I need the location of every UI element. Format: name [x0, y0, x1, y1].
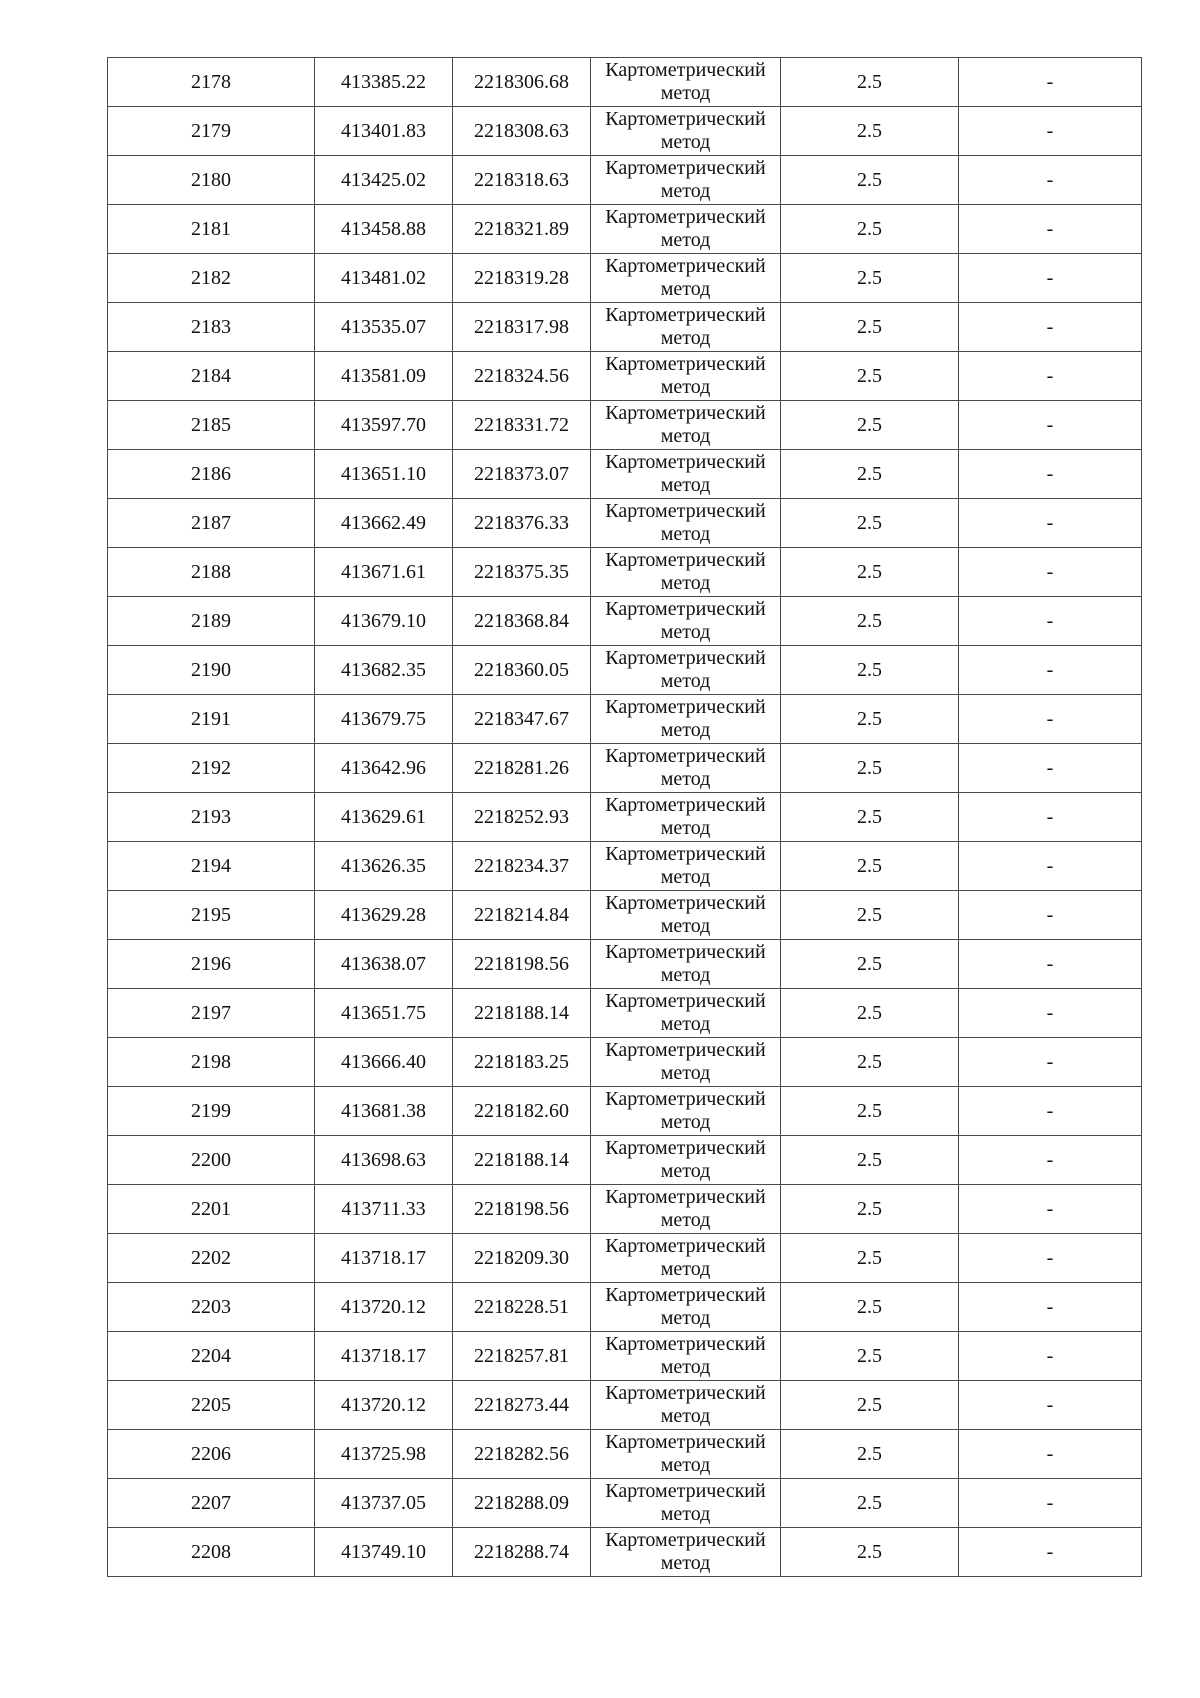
method-line-2: метод [660, 621, 711, 643]
method-cell [591, 1185, 781, 1234]
method-line-2: метод [660, 278, 711, 300]
method-line-1: Картометрический [605, 696, 766, 718]
method-cell [591, 1479, 781, 1528]
method-line-1: Картометрический [605, 157, 766, 179]
x-coordinate-cell: 413679.10 [315, 597, 453, 646]
note-cell: - [959, 1528, 1142, 1577]
table-row [108, 1038, 1142, 1087]
accuracy-cell: 2.5 [781, 1136, 959, 1185]
y-coordinate-cell: 2218319.28 [453, 254, 591, 303]
method-cell [591, 499, 781, 548]
table-row [108, 58, 1142, 107]
table-row [108, 1479, 1142, 1528]
note-cell: - [959, 548, 1142, 597]
note-cell: - [959, 156, 1142, 205]
table-row [108, 989, 1142, 1038]
x-coordinate-cell: 413651.10 [315, 450, 453, 499]
table-row [108, 940, 1142, 989]
method-line-1: Картометрический [605, 451, 766, 473]
note-cell: - [959, 842, 1142, 891]
method-line-1: Картометрический [605, 1235, 766, 1257]
point-number-cell: 2204 [108, 1332, 315, 1381]
y-coordinate-cell: 2218252.93 [453, 793, 591, 842]
point-number-cell: 2199 [108, 1087, 315, 1136]
note-cell: - [959, 205, 1142, 254]
table-row [108, 891, 1142, 940]
y-coordinate-cell: 2218273.44 [453, 1381, 591, 1430]
note-cell: - [959, 597, 1142, 646]
note-cell: - [959, 254, 1142, 303]
point-number-cell: 2178 [108, 58, 315, 107]
x-coordinate-cell: 413737.05 [315, 1479, 453, 1528]
accuracy-cell: 2.5 [781, 1381, 959, 1430]
method-line-2: метод [660, 327, 711, 349]
accuracy-cell: 2.5 [781, 1283, 959, 1332]
table-row [108, 352, 1142, 401]
x-coordinate-cell: 413626.35 [315, 842, 453, 891]
x-coordinate-cell: 413725.98 [315, 1430, 453, 1479]
method-line-1: Картометрический [605, 1186, 766, 1208]
note-cell: - [959, 450, 1142, 499]
method-cell [591, 1283, 781, 1332]
method-line-2: метод [660, 964, 711, 986]
method-cell [591, 1381, 781, 1430]
method-line-1: Картометрический [605, 1382, 766, 1404]
x-coordinate-cell: 413651.75 [315, 989, 453, 1038]
x-coordinate-cell: 413682.35 [315, 646, 453, 695]
note-cell: - [959, 940, 1142, 989]
accuracy-cell: 2.5 [781, 548, 959, 597]
note-cell: - [959, 499, 1142, 548]
y-coordinate-cell: 2218321.89 [453, 205, 591, 254]
note-cell: - [959, 1283, 1142, 1332]
table-row [108, 107, 1142, 156]
method-line-1: Картометрический [605, 1431, 766, 1453]
accuracy-cell: 2.5 [781, 107, 959, 156]
method-line-1: Картометрический [605, 304, 766, 326]
method-line-1: Картометрический [605, 206, 766, 228]
y-coordinate-cell: 2218317.98 [453, 303, 591, 352]
x-coordinate-cell: 413597.70 [315, 401, 453, 450]
point-number-cell: 2183 [108, 303, 315, 352]
accuracy-cell: 2.5 [781, 1528, 959, 1577]
point-number-cell: 2180 [108, 156, 315, 205]
accuracy-cell: 2.5 [781, 1479, 959, 1528]
table-row [108, 744, 1142, 793]
method-line-2: метод [660, 817, 711, 839]
table-row [108, 499, 1142, 548]
accuracy-cell: 2.5 [781, 695, 959, 744]
coordinates-table-body [108, 58, 1142, 1577]
note-cell: - [959, 352, 1142, 401]
x-coordinate-cell: 413698.63 [315, 1136, 453, 1185]
table-row [108, 205, 1142, 254]
point-number-cell: 2202 [108, 1234, 315, 1283]
accuracy-cell: 2.5 [781, 646, 959, 695]
point-number-cell: 2201 [108, 1185, 315, 1234]
point-number-cell: 2190 [108, 646, 315, 695]
y-coordinate-cell: 2218198.56 [453, 940, 591, 989]
accuracy-cell: 2.5 [781, 793, 959, 842]
point-number-cell: 2200 [108, 1136, 315, 1185]
accuracy-cell: 2.5 [781, 1234, 959, 1283]
method-line-2: метод [660, 131, 711, 153]
y-coordinate-cell: 2218368.84 [453, 597, 591, 646]
y-coordinate-cell: 2218347.67 [453, 695, 591, 744]
method-line-2: метод [660, 1258, 711, 1280]
method-cell [591, 401, 781, 450]
point-number-cell: 2185 [108, 401, 315, 450]
method-line-1: Картометрический [605, 500, 766, 522]
note-cell: - [959, 744, 1142, 793]
table-row [108, 1087, 1142, 1136]
table-row [108, 646, 1142, 695]
method-cell [591, 1430, 781, 1479]
method-line-2: метод [660, 425, 711, 447]
x-coordinate-cell: 413681.38 [315, 1087, 453, 1136]
y-coordinate-cell: 2218182.60 [453, 1087, 591, 1136]
method-line-2: метод [660, 1405, 711, 1427]
method-cell [591, 695, 781, 744]
note-cell: - [959, 401, 1142, 450]
x-coordinate-cell: 413385.22 [315, 58, 453, 107]
note-cell: - [959, 303, 1142, 352]
accuracy-cell: 2.5 [781, 842, 959, 891]
table-row [108, 548, 1142, 597]
note-cell: - [959, 1430, 1142, 1479]
x-coordinate-cell: 413749.10 [315, 1528, 453, 1577]
accuracy-cell: 2.5 [781, 1430, 959, 1479]
method-line-2: метод [660, 1503, 711, 1525]
method-cell [591, 597, 781, 646]
x-coordinate-cell: 413638.07 [315, 940, 453, 989]
accuracy-cell: 2.5 [781, 352, 959, 401]
method-line-1: Картометрический [605, 941, 766, 963]
accuracy-cell: 2.5 [781, 989, 959, 1038]
method-line-1: Картометрический [605, 549, 766, 571]
point-number-cell: 2184 [108, 352, 315, 401]
note-cell: - [959, 1087, 1142, 1136]
method-cell [591, 107, 781, 156]
x-coordinate-cell: 413535.07 [315, 303, 453, 352]
accuracy-cell: 2.5 [781, 401, 959, 450]
table-row [108, 597, 1142, 646]
method-line-2: метод [660, 1307, 711, 1329]
accuracy-cell: 2.5 [781, 156, 959, 205]
x-coordinate-cell: 413629.61 [315, 793, 453, 842]
x-coordinate-cell: 413458.88 [315, 205, 453, 254]
table-row [108, 1430, 1142, 1479]
method-cell [591, 254, 781, 303]
method-cell [591, 1234, 781, 1283]
point-number-cell: 2207 [108, 1479, 315, 1528]
table-row [108, 1381, 1142, 1430]
method-line-2: метод [660, 670, 711, 692]
method-line-1: Картометрический [605, 255, 766, 277]
accuracy-cell: 2.5 [781, 499, 959, 548]
y-coordinate-cell: 2218331.72 [453, 401, 591, 450]
x-coordinate-cell: 413718.17 [315, 1332, 453, 1381]
method-line-1: Картометрический [605, 402, 766, 424]
point-number-cell: 2194 [108, 842, 315, 891]
method-line-2: метод [660, 229, 711, 251]
method-line-2: метод [660, 1062, 711, 1084]
table-row [108, 1332, 1142, 1381]
method-cell [591, 793, 781, 842]
x-coordinate-cell: 413425.02 [315, 156, 453, 205]
y-coordinate-cell: 2218306.68 [453, 58, 591, 107]
note-cell: - [959, 1381, 1142, 1430]
method-cell [591, 940, 781, 989]
method-line-1: Картометрический [605, 108, 766, 130]
accuracy-cell: 2.5 [781, 205, 959, 254]
table-row [108, 303, 1142, 352]
accuracy-cell: 2.5 [781, 303, 959, 352]
method-line-1: Картометрический [605, 1137, 766, 1159]
note-cell: - [959, 793, 1142, 842]
table-row [108, 401, 1142, 450]
method-cell [591, 989, 781, 1038]
method-line-2: метод [660, 866, 711, 888]
y-coordinate-cell: 2218376.33 [453, 499, 591, 548]
method-cell [591, 744, 781, 793]
method-line-2: метод [660, 572, 711, 594]
point-number-cell: 2205 [108, 1381, 315, 1430]
accuracy-cell: 2.5 [781, 744, 959, 793]
y-coordinate-cell: 2218360.05 [453, 646, 591, 695]
method-line-2: метод [660, 719, 711, 741]
note-cell: - [959, 58, 1142, 107]
note-cell: - [959, 1332, 1142, 1381]
accuracy-cell: 2.5 [781, 1087, 959, 1136]
point-number-cell: 2198 [108, 1038, 315, 1087]
table-row [108, 156, 1142, 205]
method-line-1: Картометрический [605, 892, 766, 914]
x-coordinate-cell: 413629.28 [315, 891, 453, 940]
table-row [108, 1136, 1142, 1185]
accuracy-cell: 2.5 [781, 254, 959, 303]
note-cell: - [959, 646, 1142, 695]
table-row [108, 450, 1142, 499]
coordinates-table [107, 57, 1142, 1577]
method-line-2: метод [660, 376, 711, 398]
method-line-1: Картометрический [605, 990, 766, 1012]
x-coordinate-cell: 413720.12 [315, 1381, 453, 1430]
method-cell [591, 352, 781, 401]
table-row [108, 1528, 1142, 1577]
point-number-cell: 2196 [108, 940, 315, 989]
table-row [108, 695, 1142, 744]
y-coordinate-cell: 2218214.84 [453, 891, 591, 940]
x-coordinate-cell: 413671.61 [315, 548, 453, 597]
method-cell [591, 1136, 781, 1185]
method-line-2: метод [660, 1111, 711, 1133]
method-line-1: Картометрический [605, 794, 766, 816]
point-number-cell: 2193 [108, 793, 315, 842]
method-cell [591, 891, 781, 940]
method-line-1: Картометрический [605, 1284, 766, 1306]
y-coordinate-cell: 2218228.51 [453, 1283, 591, 1332]
method-cell [591, 156, 781, 205]
point-number-cell: 2179 [108, 107, 315, 156]
method-cell [591, 842, 781, 891]
method-line-2: метод [660, 474, 711, 496]
note-cell: - [959, 695, 1142, 744]
point-number-cell: 2195 [108, 891, 315, 940]
method-line-1: Картометрический [605, 59, 766, 81]
method-line-1: Картометрический [605, 1333, 766, 1355]
point-number-cell: 2187 [108, 499, 315, 548]
y-coordinate-cell: 2218281.26 [453, 744, 591, 793]
method-line-2: метод [660, 768, 711, 790]
method-cell [591, 303, 781, 352]
accuracy-cell: 2.5 [781, 1038, 959, 1087]
x-coordinate-cell: 413720.12 [315, 1283, 453, 1332]
table-row [108, 842, 1142, 891]
x-coordinate-cell: 413666.40 [315, 1038, 453, 1087]
method-cell [591, 1087, 781, 1136]
point-number-cell: 2208 [108, 1528, 315, 1577]
point-number-cell: 2189 [108, 597, 315, 646]
method-line-1: Картометрический [605, 745, 766, 767]
accuracy-cell: 2.5 [781, 891, 959, 940]
method-line-2: метод [660, 180, 711, 202]
point-number-cell: 2197 [108, 989, 315, 1038]
method-line-1: Картометрический [605, 647, 766, 669]
table-row [108, 1185, 1142, 1234]
table-row [108, 1234, 1142, 1283]
x-coordinate-cell: 413718.17 [315, 1234, 453, 1283]
y-coordinate-cell: 2218188.14 [453, 1136, 591, 1185]
method-line-1: Картометрический [605, 353, 766, 375]
y-coordinate-cell: 2218288.74 [453, 1528, 591, 1577]
x-coordinate-cell: 413711.33 [315, 1185, 453, 1234]
y-coordinate-cell: 2218234.37 [453, 842, 591, 891]
y-coordinate-cell: 2218198.56 [453, 1185, 591, 1234]
y-coordinate-cell: 2218188.14 [453, 989, 591, 1038]
method-line-1: Картометрический [605, 1529, 766, 1551]
y-coordinate-cell: 2218375.35 [453, 548, 591, 597]
x-coordinate-cell: 413662.49 [315, 499, 453, 548]
x-coordinate-cell: 413581.09 [315, 352, 453, 401]
y-coordinate-cell: 2218318.63 [453, 156, 591, 205]
method-line-1: Картометрический [605, 1039, 766, 1061]
method-cell [591, 548, 781, 597]
method-line-1: Картометрический [605, 598, 766, 620]
table-row [108, 1283, 1142, 1332]
method-cell [591, 646, 781, 695]
method-line-2: метод [660, 1160, 711, 1182]
note-cell: - [959, 1479, 1142, 1528]
accuracy-cell: 2.5 [781, 940, 959, 989]
method-line-2: метод [660, 1209, 711, 1231]
note-cell: - [959, 1234, 1142, 1283]
point-number-cell: 2181 [108, 205, 315, 254]
x-coordinate-cell: 413642.96 [315, 744, 453, 793]
accuracy-cell: 2.5 [781, 597, 959, 646]
y-coordinate-cell: 2218282.56 [453, 1430, 591, 1479]
y-coordinate-cell: 2218373.07 [453, 450, 591, 499]
method-cell [591, 1528, 781, 1577]
method-cell [591, 58, 781, 107]
note-cell: - [959, 989, 1142, 1038]
note-cell: - [959, 107, 1142, 156]
y-coordinate-cell: 2218308.63 [453, 107, 591, 156]
method-line-2: метод [660, 523, 711, 545]
y-coordinate-cell: 2218257.81 [453, 1332, 591, 1381]
method-cell [591, 450, 781, 499]
note-cell: - [959, 891, 1142, 940]
point-number-cell: 2203 [108, 1283, 315, 1332]
point-number-cell: 2191 [108, 695, 315, 744]
method-line-1: Картометрический [605, 843, 766, 865]
accuracy-cell: 2.5 [781, 1332, 959, 1381]
y-coordinate-cell: 2218288.09 [453, 1479, 591, 1528]
method-line-2: метод [660, 1013, 711, 1035]
method-cell [591, 1038, 781, 1087]
x-coordinate-cell: 413679.75 [315, 695, 453, 744]
method-line-2: метод [660, 82, 711, 104]
method-cell [591, 205, 781, 254]
method-line-2: метод [660, 915, 711, 937]
point-number-cell: 2206 [108, 1430, 315, 1479]
method-line-2: метод [660, 1552, 711, 1574]
y-coordinate-cell: 2218209.30 [453, 1234, 591, 1283]
note-cell: - [959, 1038, 1142, 1087]
method-line-2: метод [660, 1454, 711, 1476]
table-row [108, 793, 1142, 842]
method-line-1: Картометрический [605, 1480, 766, 1502]
accuracy-cell: 2.5 [781, 450, 959, 499]
x-coordinate-cell: 413481.02 [315, 254, 453, 303]
note-cell: - [959, 1185, 1142, 1234]
method-cell [591, 1332, 781, 1381]
point-number-cell: 2188 [108, 548, 315, 597]
table-row [108, 254, 1142, 303]
method-line-1: Картометрический [605, 1088, 766, 1110]
note-cell: - [959, 1136, 1142, 1185]
method-line-2: метод [660, 1356, 711, 1378]
accuracy-cell: 2.5 [781, 58, 959, 107]
point-number-cell: 2192 [108, 744, 315, 793]
y-coordinate-cell: 2218324.56 [453, 352, 591, 401]
point-number-cell: 2182 [108, 254, 315, 303]
accuracy-cell: 2.5 [781, 1185, 959, 1234]
point-number-cell: 2186 [108, 450, 315, 499]
y-coordinate-cell: 2218183.25 [453, 1038, 591, 1087]
x-coordinate-cell: 413401.83 [315, 107, 453, 156]
